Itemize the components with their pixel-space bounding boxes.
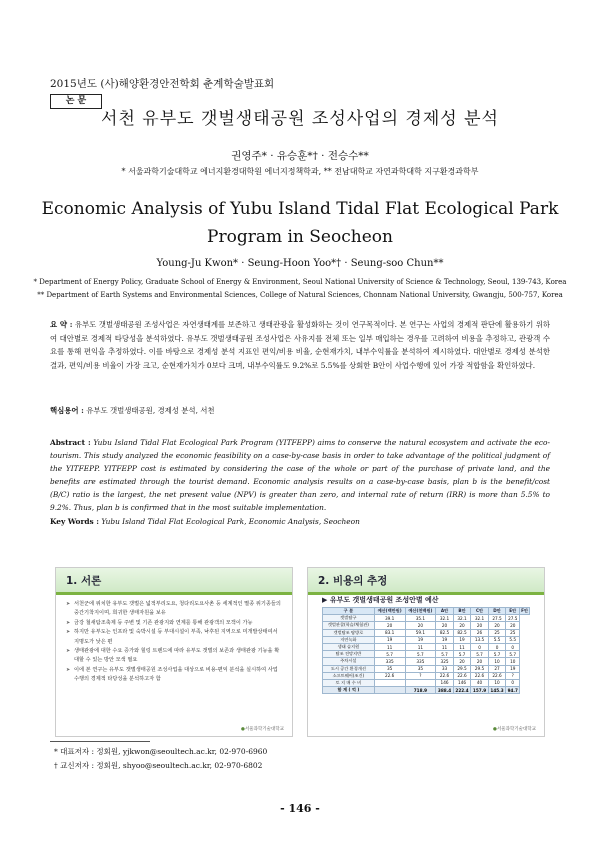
table-cell: 5.7 (471, 651, 489, 658)
table-row (323, 672, 530, 679)
table-cell: 소프트웨어(조건) (323, 672, 375, 679)
table-cell: 20 (471, 658, 489, 665)
table-cell: 35 (405, 665, 436, 672)
table-cell: 저연녹화 (323, 636, 375, 643)
abstract-english (50, 436, 550, 514)
table-cell: 20 (488, 622, 506, 629)
table-cell: ? (405, 672, 436, 679)
table-cell: 20 (506, 622, 520, 629)
authors-english: Young-Ju Kwon* · Seung-Hoon Yoo*† · Seung-soo Chun** (156, 258, 444, 269)
table-cell: 22.6 (374, 672, 405, 679)
table-cell: 29.5 (471, 665, 489, 672)
conference-header: 2015년도 (사)해양환경안전학회 춘계학술발표회 (50, 78, 275, 90)
table-cell: 11 (405, 643, 436, 650)
table-cell: 32.1 (436, 615, 454, 622)
table-cell: 25 (488, 629, 506, 636)
table-cell: 19 (506, 665, 520, 672)
table-cell: 82.5 (436, 629, 454, 636)
paper-type-tag: 논 문 (50, 94, 102, 109)
table-cell: 35 (374, 665, 405, 672)
table-row (323, 622, 530, 629)
table-row (323, 658, 530, 665)
table-cell: 29.5 (453, 665, 471, 672)
title-english: Economic Analysis of Yubu Island Tidal Flat Ecological Park Program in Seocheon (41, 199, 559, 247)
abstract-korean (50, 318, 550, 372)
table-cell: 19 (405, 636, 436, 643)
table-header-cell: E안 (506, 608, 520, 615)
table-cell: 5.5 (506, 636, 520, 643)
slide-bullet-list (66, 600, 282, 685)
table-cell: 10 (488, 679, 506, 686)
table-cell: 갯벌탐구 (323, 615, 375, 622)
table-header-cell: 예산(백만원) (374, 608, 405, 615)
table-header-row (323, 608, 530, 615)
table-cell: 33 (436, 665, 454, 672)
table-row (323, 629, 530, 636)
table-cell: 갯벌관찰(학습/체험관) (323, 622, 375, 629)
table-cell: 22.6 (471, 672, 489, 679)
table-cell: 갯벌탐조 탐방로 (323, 629, 375, 636)
keywords-korean-text: 유부도 갯벌생태공원, 경제성 분석, 서천 (86, 406, 215, 415)
table-cell: ? (506, 672, 520, 679)
affiliation-english-1: * Department of Energy Policy, Graduate School of Energy & Environment, Seoul National University of Science & Technology, Seoul, 139-743, Korea (33, 278, 567, 286)
table-cell: 19 (436, 636, 454, 643)
table-cell: 39.1 (374, 615, 405, 622)
table-cell: 10 (488, 658, 506, 665)
slide-cost-estimation (308, 568, 544, 736)
table-cell: 5.5 (488, 636, 506, 643)
table-row (323, 636, 530, 643)
table-row (323, 643, 530, 650)
slide-introduction (56, 568, 292, 736)
table-cell: 5.7 (374, 651, 405, 658)
abstract-english-text: Yubu Island Tidal Flat Ecological Park Program (YITFEPP) aims to conserve the natural ecosystem and activate the eco-tourism. This study analyzed the economic feasibility on a case-by-case basis in order to take advantage of the political judgment of the YITFEPP. YITFEPP cost is estimated by considering the case of the whole or part of the purchase of private land, and the benefits are estimated through the tourist demand. Economic analysis results on a case-by-case basis, plan b is the benefit/cost (B/C) ratio is the largest, the net present value (NPV) is greater than zero, and internal rate of return (IRR) is more than 5.5% to 9.2%. Thus, plan b is confirmed that in the most suitable implementation. (50, 438, 550, 512)
table-cell: 146 (453, 679, 471, 686)
affiliation-english-2: ** Department of Earth Systems and Environmental Sciences, College of Natural Sciences, Chonnam National University, Gwangju, 500-757, Korea (37, 291, 563, 299)
table-cell (374, 679, 405, 686)
table-cell: 11 (436, 643, 454, 650)
table-cell: 32.1 (453, 615, 471, 622)
table-cell: 20 (374, 622, 405, 629)
slide-title: 2. 비용의 추정 (318, 575, 388, 587)
table-cell: 0 (506, 643, 520, 650)
bullet-item: ➤ 하지만 유부도는 인프라 및 숙박시설 등 부대시설이 부족, 낙후된 지역으로 미개발상태여서 지명도가 낮은 편 (66, 628, 282, 647)
abstract-korean-text: 유부도 갯벌생태공원 조성사업은 자연생태계를 보존하고 생태관광을 활성화하는 것이 연구목적이다. 본 연구는 사업의 경제적 판단에 활용하기 위하여 대안별로 경제적 타당성을 분석하였다. 유부도 갯벌생태공원 조성사업은 사유지를 전체 또는 일부 매입하는 경우를 고려하여 비용을 추정하고, 관광객 수요를 통해 편익을 추정하였다. 이를 바탕으로 경제성 분석 지표인 편익/비용 비율, 순현재가치, 내부수익률을 분석하여 제시하였다. 대안별로 경제성 분석한 결과, 편익/비용 비율이 가장 크고, 순현재가치가 0보다 크며, 내부수익률도 9.2%로 5.5%를 상회한 B안이 사업수행에 있어 가장 적합함을 확인하였다. (50, 320, 550, 370)
keywords-english-text: Yubu Island Tidal Flat Ecological Park, Economic Analysis, Seocheon (101, 517, 360, 526)
footnote-first-author: * 대표저자 : 정회원, yjkwon@seoultech.ac.kr, 02-970-6960 (54, 747, 268, 756)
table-cell: 59.1 (405, 629, 436, 636)
table-cell: 718.9 (405, 687, 436, 694)
table-cell: 5.7 (436, 651, 454, 658)
table-cell: 11 (453, 643, 471, 650)
table-header-cell: C안 (471, 608, 489, 615)
table-cell: 0 (488, 643, 506, 650)
table-cell: 19 (453, 636, 471, 643)
table-cell: 94.7 (507, 687, 518, 693)
table-cell: 19 (374, 636, 405, 643)
table-cell: 22.6 (453, 672, 471, 679)
table-row (323, 679, 530, 686)
table-header-cell: 구 분 (323, 608, 375, 615)
table-cell: 27.5 (488, 615, 506, 622)
table-cell: 11 (374, 643, 405, 650)
page-number: - 146 - (280, 802, 320, 815)
table-header-cell: D안 (488, 608, 506, 615)
table-cell: 388.4 (436, 687, 454, 694)
footnote-divider (50, 741, 150, 742)
table-cell: 35.1 (405, 615, 436, 622)
table-cell: 5.7 (506, 651, 520, 658)
university-logo: ● 서울과학기술대학교 (241, 726, 284, 732)
table-cell (405, 679, 436, 686)
table-cell: 26 (471, 629, 489, 636)
table-cell: 5.7 (488, 651, 506, 658)
table-cell: 40 (471, 679, 489, 686)
table-cell (374, 687, 405, 694)
footnote-corresponding-author: † 교신저자 : 정회원, shyoo@seoultech.ac.kr, 02-970-6802 (54, 761, 263, 770)
bullet-item: ➤ 이에 본 연구는 유부도 갯벌생태공원 조성사업을 대상으로 비용-편익 분석을 실시하여 사업수행의 경제적 타당성을 분석하고자 함 (66, 666, 282, 685)
table-cell: 20 (453, 658, 471, 665)
table-row (323, 615, 530, 622)
table-cell: 335 (405, 658, 436, 665)
table-cell: 주차시설 (323, 658, 375, 665)
slide-subtitle: ▶ 유부도 갯벌생태공원 조성안별 예산 (322, 596, 439, 604)
table-cell: 0 (471, 643, 489, 650)
keywords-english-label: Key Words : (50, 517, 99, 526)
table-row (323, 651, 530, 658)
table-cell: 27 (488, 665, 506, 672)
table-cell: 토 지 매 수 비 (323, 679, 375, 686)
table-cell: 27.5 (506, 615, 520, 622)
budget-table (322, 607, 530, 694)
table-cell: 325 (436, 658, 454, 665)
authors-korean: 권영주* · 유승훈*† · 전승수** (231, 150, 369, 162)
table-cell: 22.6 (436, 672, 454, 679)
table-cell: 82.5 (453, 629, 471, 636)
table-cell: 20 (453, 622, 471, 629)
bullet-item: ➤ 생태관광에 대한 수요 증가와 힐링 트렌드에 따라 유부도 갯벌의 보존과 생태관광 기능을 확대할 수 있는 방안 모색 필요 (66, 647, 282, 666)
table-header-cell: 예산(천백원) (405, 608, 436, 615)
table-cell: 146 (436, 679, 454, 686)
table-cell: 합 계 ( 억 ) (323, 687, 375, 694)
table-cell: 20 (471, 622, 489, 629)
table-header-cell: B안 (453, 608, 471, 615)
table-cell: 도시 공간 환경개선 (323, 665, 375, 672)
table-cell: 5.7 (453, 651, 471, 658)
table-cell: 145.3 (488, 687, 506, 694)
table-row (323, 665, 530, 672)
table-cell: 20 (436, 622, 454, 629)
table-cell: 탐조 전망지반 (323, 651, 375, 658)
table-header-cell: A안 (436, 608, 454, 615)
table-cell: 생태 습지원 (323, 643, 375, 650)
table-cell: 25 (506, 629, 520, 636)
bullet-item: ➤ 금강 철새탐조축제 등 주변 및 기존 관광지와 연계를 통해 관광객의 모객이 가능 (66, 619, 282, 628)
table-cell: 10 (506, 658, 520, 665)
table-cell: 22.6 (488, 672, 506, 679)
university-logo: ● 서울과학기술대학교 (493, 726, 536, 732)
table-cell: 13.5 (471, 636, 489, 643)
table-cell: 32.1 (471, 615, 489, 622)
keywords-korean (50, 404, 550, 418)
table-cell: 5.7 (405, 651, 436, 658)
table-header-cell: F안 (521, 608, 529, 614)
table-cell: 83.1 (374, 629, 405, 636)
table-cell: 157.9 (471, 687, 489, 694)
affiliation-korean: * 서울과학기술대학교 에너지환경대학원 에너지정책학과, ** 전남대학교 자연과학대학 지구환경과학부 (121, 167, 479, 176)
title-korean: 서천 유부도 갯벌생태공원 조성사업의 경제성 분석 (101, 109, 499, 129)
slide-title: 1. 서론 (66, 575, 102, 587)
bullet-item: ➤ 서천군에 위치한 유부도 갯벌은 넓적부리도요, 청다리도요사촌 등 세계적인 멸종 위기종들의 중간기착지이며, 희귀한 생태자원을 보유 (66, 600, 282, 619)
abstract-english-label: Abstract : (50, 438, 91, 447)
keywords-english (50, 515, 550, 529)
table-cell: 0 (506, 679, 520, 686)
table-total-row (323, 687, 530, 694)
keywords-korean-label: 핵심용어 : (50, 406, 84, 415)
table-cell: 335 (374, 658, 405, 665)
abstract-korean-label: 요 약 : (50, 320, 73, 329)
table-cell: 20 (405, 622, 436, 629)
table-cell: 222.4 (453, 687, 471, 694)
